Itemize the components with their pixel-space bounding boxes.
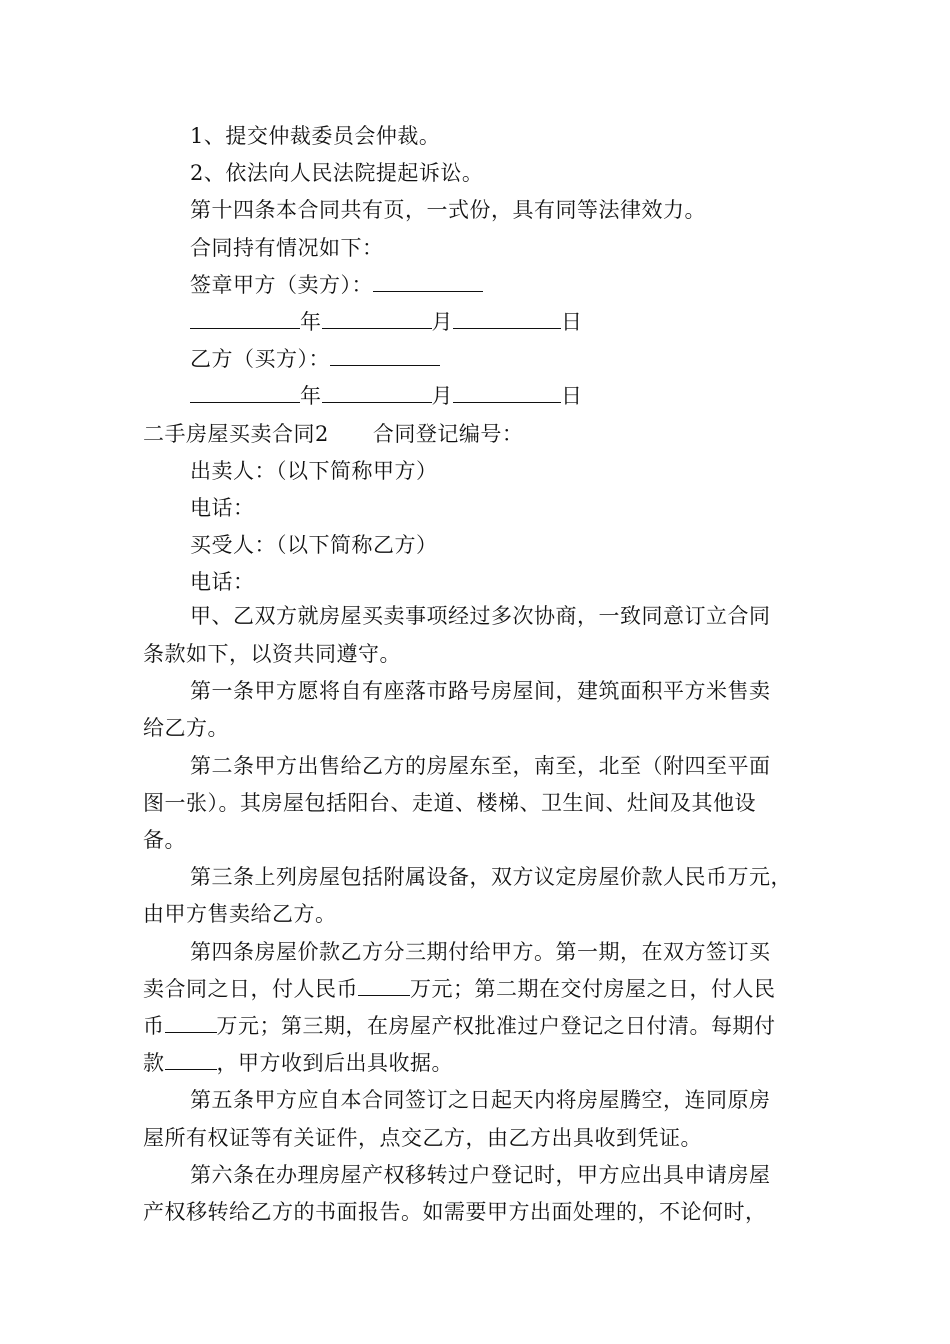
- seller-signature-label: 签章甲方（卖方）：: [190, 273, 373, 297]
- article-4-text: 款: [143, 1051, 165, 1075]
- article-4-line-2: [143, 975, 776, 1003]
- preamble-line-2: 条款如下，以资共同遵守。: [143, 642, 401, 666]
- seller-line: 出卖人：（以下简称甲方）: [190, 459, 438, 483]
- buyer-line: 买受人：（以下简称乙方）: [190, 533, 438, 557]
- month-blank: [322, 308, 432, 329]
- year-blank: [190, 308, 300, 329]
- month-label: 月: [431, 310, 453, 334]
- article-3-line-1: 第三条上列房屋包括附属设备，双方议定房屋价款人民币万元，: [190, 865, 792, 889]
- article-2-line-3: 备。: [143, 828, 186, 852]
- amount-blank: [358, 975, 410, 996]
- year-label: 年: [300, 384, 322, 408]
- signature-blank: [330, 345, 440, 366]
- amount-blank: [165, 1012, 217, 1033]
- article-6-line-1: 第六条在办理房屋产权移转过户登记时，甲方应出具申请房屋: [190, 1163, 771, 1187]
- registration-number-label: 合同登记编号：: [372, 422, 524, 446]
- day-label: 日: [561, 384, 583, 408]
- buyer-date-line: [190, 382, 583, 410]
- year-label: 年: [300, 310, 322, 334]
- clause-item-1: 1、提交仲裁委员会仲裁。: [190, 124, 441, 148]
- day-blank: [453, 382, 561, 403]
- day-label: 日: [561, 310, 583, 334]
- article-4-text: 币: [143, 1014, 165, 1038]
- buyer-signature-label: 乙方（买方）：: [190, 347, 330, 371]
- article-14: 第十四条本合同共有页，一式份，具有同等法律效力。: [190, 198, 706, 222]
- seller-date-line: [190, 308, 583, 336]
- preamble-line-1: 甲、乙双方就房屋买卖事项经过多次协商，一致同意订立合同: [190, 604, 771, 628]
- article-4-text: 万元；第三期，在房屋产权批准过户登记之日付清。每期付: [216, 1014, 776, 1038]
- article-4-line-3: [143, 1012, 776, 1040]
- article-4-text: 万元；第二期在交付房屋之日，付人民: [410, 977, 776, 1001]
- signature-blank: [373, 271, 483, 292]
- article-1-line-2: 给乙方。: [143, 716, 229, 740]
- holding-heading: 合同持有情况如下：: [190, 236, 384, 260]
- year-blank: [190, 382, 300, 403]
- contract-title: 二手房屋买卖合同2: [143, 422, 329, 446]
- seller-phone: 电话：: [190, 496, 255, 520]
- amount-blank: [165, 1049, 217, 1070]
- article-2-line-1: 第二条甲方出售给乙方的房屋东至，南至，北至（附四至平面: [190, 754, 771, 778]
- buyer-signature-line: [190, 345, 440, 373]
- article-2-line-2: 图一张）。其房屋包括阳台、走道、楼梯、卫生间、灶间及其他设: [143, 791, 756, 815]
- seller-signature-line: [190, 271, 483, 299]
- article-4-line-4: [143, 1049, 453, 1077]
- article-6-line-2: 产权移转给乙方的书面报告。如需要甲方出面处理的，不论何时，: [143, 1200, 767, 1224]
- clause-item-2: 2、依法向人民法院提起诉讼。: [190, 161, 484, 185]
- article-5-line-1: 第五条甲方应自本合同签订之日起天内将房屋腾空，连同原房: [190, 1088, 771, 1112]
- month-label: 月: [431, 384, 453, 408]
- article-4-text: 卖合同之日，付人民币: [143, 977, 358, 1001]
- month-blank: [322, 382, 432, 403]
- article-4-line-1: 第四条房屋价款乙方分三期付给甲方。第一期，在双方签订买: [190, 940, 771, 964]
- article-4-text: ，甲方收到后出具收据。: [216, 1051, 453, 1075]
- buyer-phone: 电话：: [190, 570, 255, 594]
- article-1-line-1: 第一条甲方愿将自有座落市路号房屋间，建筑面积平方米售卖: [190, 679, 771, 703]
- contract-title-line: [143, 420, 523, 448]
- article-3-line-2: 由甲方售卖给乙方。: [143, 902, 337, 926]
- day-blank: [453, 308, 561, 329]
- article-5-line-2: 屋所有权证等有关证件，点交乙方，由乙方出具收到凭证。: [143, 1126, 702, 1150]
